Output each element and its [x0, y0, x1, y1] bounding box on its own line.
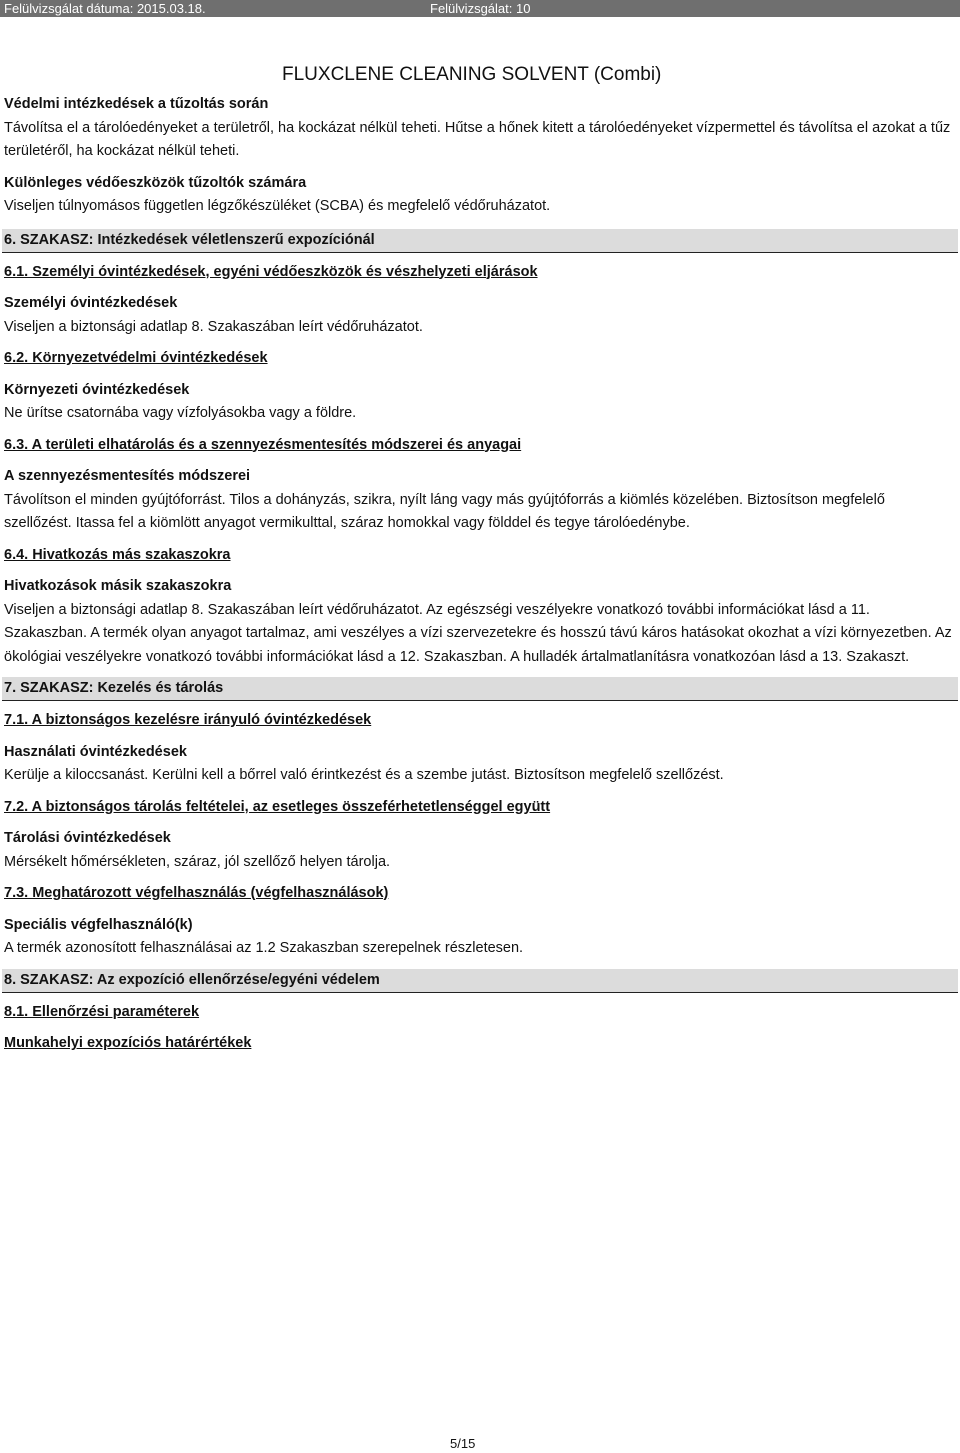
section-7-3-text: A termék azonosított felhasználásai az 1.2 Szakaszban szerepelnek részletesen. — [4, 940, 524, 956]
section-8-band: 8. SZAKASZ: Az expozíció ellenőrzése/egyéni védelem — [2, 969, 958, 993]
section-7-1-title: 7.1. A biztonságos kezelésre irányuló óvintézkedések — [4, 712, 372, 728]
section-6-3-text: Távolítson el minden gyújtóforrást. Tilos a dohányzás, szikra, nyílt láng vagy más gyújtóforrás a kiömlés közelében. Biztosítson megfelelő szellőzést. Itassa fel a kiömlött anyagot vermikulttal, száraz homokkal vagy földdel és tegye tárolóedénybe. — [4, 491, 885, 531]
section-6-4-title: 6.4. Hivatkozás más szakaszokra — [4, 546, 231, 563]
section-6-4-text: Viseljen a biztonsági adatlap 8. Szakaszában leírt védőruházatot. Az egészségi veszélyekre vonatkozó további információkat lásd a 11. Szakaszban. A termék olyan anyagot tartalmaz, ami veszélyes a vízi szervezetekre és hosszú távú káros hatásokat okozhat a vízi környezetben. Az ökológiai veszélyekre vonatkozó további információkat lásd a 12. Szakaszban. A hulladék ártalmatlanításra vonatkozóan lásd a 13. Szakaszt. — [4, 601, 952, 665]
section-7-3-title: 7.3. Meghatározott végfelhasználás (végfelhasználások) — [4, 885, 389, 901]
section-6-2-subheading: Környezeti óvintézkedések — [4, 381, 190, 398]
page-number: 5/15 — [450, 1436, 476, 1451]
section-6-1-text: Viseljen a biztonsági adatlap 8. Szakaszában leírt védőruházatot. — [4, 318, 423, 335]
section-6-2-title: 6.2. Környezetvédelmi óvintézkedések — [4, 350, 268, 366]
special-equipment-heading: Különleges védőeszközök tűzoltók számára — [4, 174, 307, 191]
special-equipment-text: Viseljen túlnyomásos független légzőkészüléket (SCBA) és megfelelő védőruházatot. — [4, 198, 551, 214]
review-date: Felülvizsgálat dátuma: 2015.03.18. — [4, 1, 206, 16]
section-7-2-text: Mérsékelt hőmérsékleten, száraz, jól szellőző helyen tárolja. — [4, 853, 391, 870]
section-6-3-title: 6.3. A területi elhatárolás és a szennyezésmentesítés módszerei és anyagai — [4, 436, 522, 453]
fire-heading: Védelmi intézkedések a tűzoltás során — [4, 96, 269, 112]
section-8-1-subheading: Munkahelyi expozíciós határértékek — [4, 1035, 252, 1051]
section-8-1-title: 8.1. Ellenőrzési paraméterek — [4, 1003, 200, 1020]
section-6-1-subheading: Személyi óvintézkedések — [4, 295, 178, 311]
revision-number: Felülvizsgálat: 10 — [430, 1, 531, 16]
section-6-1-title: 6.1. Személyi óvintézkedések, egyéni védőeszközök és vészhelyzeti eljárások — [4, 263, 538, 280]
document-body — [4, 93, 956, 1056]
section-6-2-text: Ne ürítse csatornába vagy vízfolyásokba vagy a földre. — [4, 405, 357, 421]
section-7-1-subheading: Használati óvintézkedések — [4, 743, 187, 760]
product-title: FLUXCLENE CLEANING SOLVENT (Combi) — [282, 64, 662, 85]
section-6-band: 6. SZAKASZ: Intézkedések véletlenszerű expozíciónál — [2, 229, 958, 253]
section-7-2-subheading: Tárolási óvintézkedések — [4, 830, 171, 846]
section-6-3-subheading: A szennyezésmentesítés módszerei — [4, 468, 251, 484]
fire-text: Távolítsa el a tárolóedényeket a területről, ha kockázat nélkül teheti. Hűtse a hőnek kitett a tárolóedényeket vízpermettel és távolítsa el azokat a tűz területéről, ha kockázat nélkül teheti. — [4, 119, 951, 159]
section-6-4-subheading: Hivatkozások másik szakaszokra — [4, 578, 232, 594]
section-7-1-text: Kerülje a kiloccsanást. Kerülni kell a bőrrel való érintkezést és a szembe jutást. Biztosítson megfelelő szellőzést. — [4, 767, 724, 783]
header-bar — [0, 0, 960, 17]
section-7-band: 7. SZAKASZ: Kezelés és tárolás — [2, 677, 958, 701]
section-7-2-title: 7.2. A biztonságos tárolás feltételei, az esetleges összeférhetetlenséggel együtt — [4, 798, 551, 815]
section-7-3-subheading: Speciális végfelhasználó(k) — [4, 916, 193, 933]
